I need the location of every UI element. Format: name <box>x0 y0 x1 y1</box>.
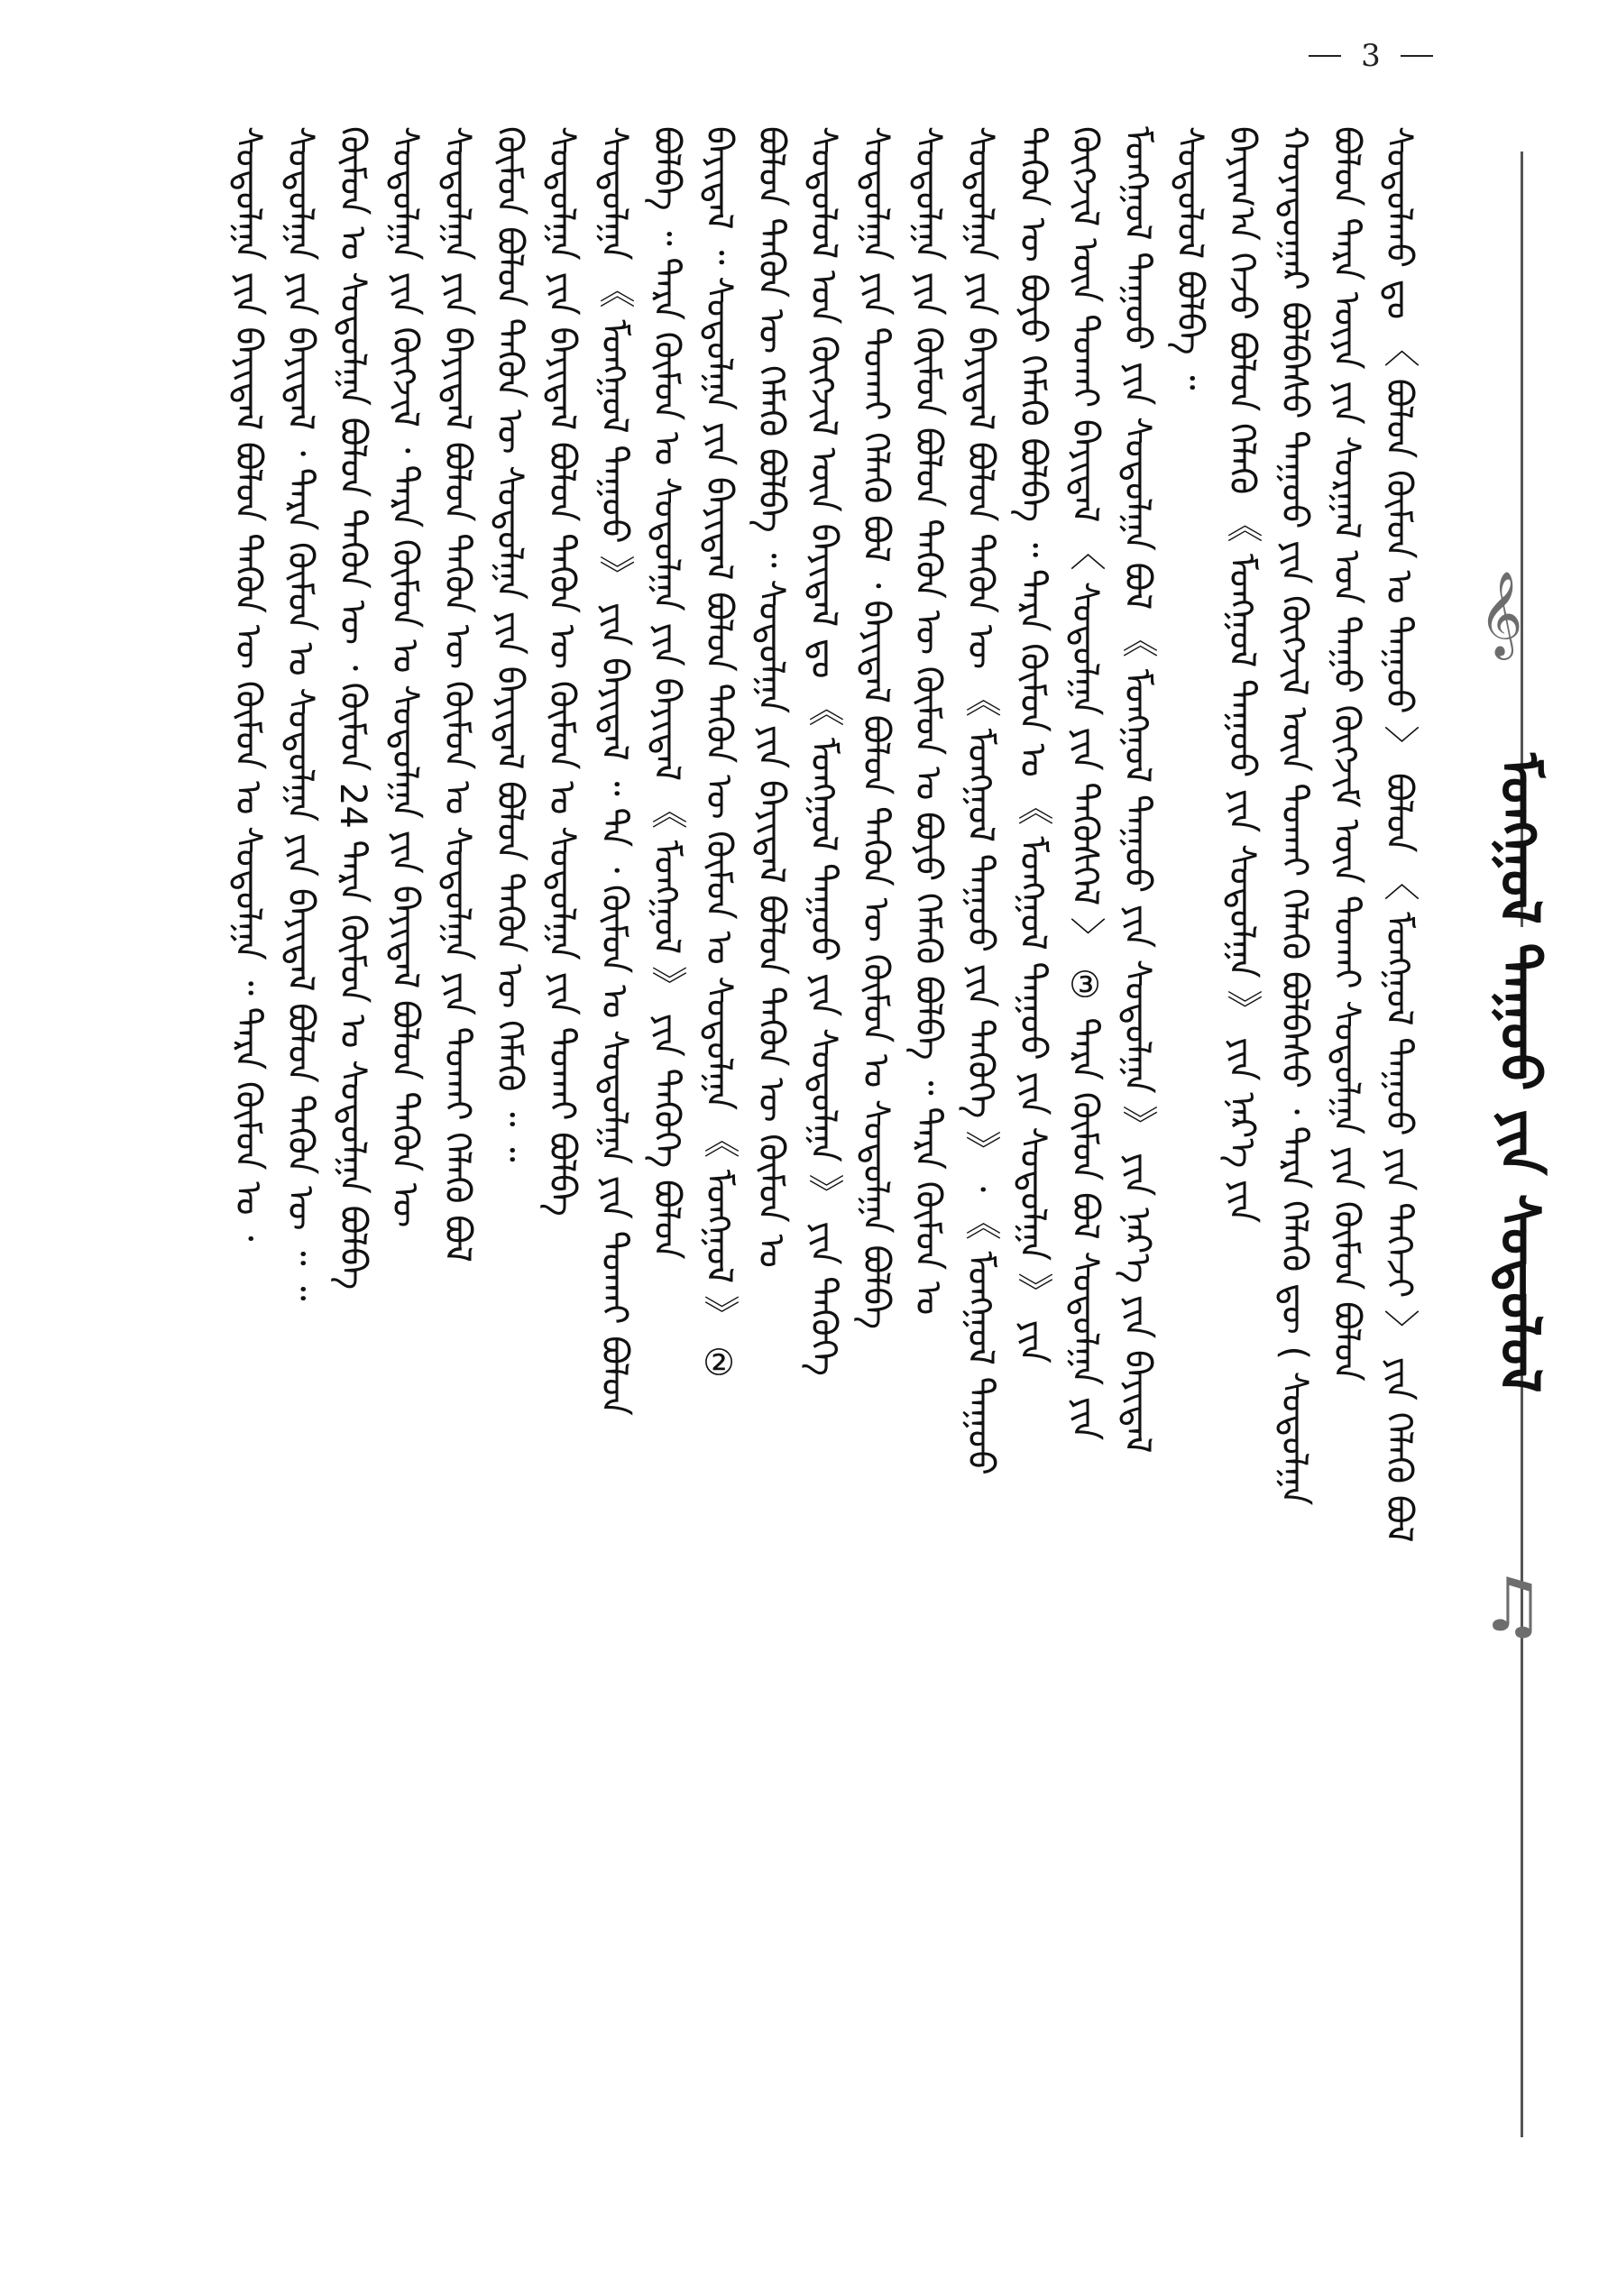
body-text <box>135 126 1425 2264</box>
text-column: ᠬᠦᠮᠦᠨ ᠪᠣᠯᠤᠨ ᠲᠡᠭᠦᠨ ᠦ ᠰᠤᠳᠤᠯᠭᠠ ᠶᠢᠨ ᠪᠠᠶᠢᠳᠠᠯ ᠪᠣᠯᠤᠨ ᠲᠡᠭᠦᠨ ᠦ ᠬᠡᠮᠡᠬᠦ ᠃ ᠃ <box>489 126 530 1162</box>
text-column: ᠪᠣᠯᠤᠨ ᠲᠡᠭᠦᠨ ᠦ ᠬᠡᠮᠡᠬᠦ ᠪᠣᠯᠪᠠ ᠃ ᠰᠤᠳᠤᠯᠭᠠ ᠶᠢᠨ ᠪᠠᠶᠢᠳᠠᠯ ᠪᠣᠯᠤᠨ ᠲᠡᠭᠦᠨ ᠦ ᠬᠦᠮᠦᠨ ᠤ <box>750 126 792 1268</box>
text-column: ᠰᠤᠳᠤᠯᠭᠠ 《 ᠮᠣᠩᠭᠣᠯ ᠳᠠᠭᠤᠤ 》 ᠶᠢᠨ ᠪᠠᠶᠢᠳᠠᠯ ᠃ ᠲᠡ ᠂ ᠬᠦᠮᠦᠨ ᠤ ᠰᠤᠳᠤᠯᠭᠠ ᠶᠢᠨ ᠲᠤᠬᠠᠢ ᠪᠣᠯᠤᠨ <box>593 126 635 1416</box>
text-column: ᠰᠤᠳᠤᠯᠭᠠ ᠶᠢᠨ ᠪᠠᠶᠢᠳᠠᠯ ᠪᠣᠯᠤᠨ ᠲᠡᠭᠦᠨ ᠦ ᠬᠦᠮᠦᠨ ᠤ ᠰᠤᠳᠤᠯᠭᠠ ᠃ ᠲᠡᠷᠡ ᠬᠦᠮᠦᠨ ᠤ ᠂ <box>227 126 269 1242</box>
text-column: ᠰᠤᠳᠤᠯᠤᠯ ᠪᠣᠯᠪᠠ ᠃ <box>1169 126 1210 390</box>
text-column: ᠬᠥᠭᠵᠢᠯ ᠦᠨ ᠲᠤᠬᠠᠢ ᠪᠠᠶᠢᠳᠠᠯ 〈 ᠰᠤᠳᠤᠯᠭᠠ ᠶᠢᠨ ᠲᠡᠭᠦᠰᠬᠡᠯ 〉 ③ ᠲᠡᠷᠡ ᠬᠦᠮᠦᠨ ᠪᠣᠯ ᠰᠤᠳᠤᠯᠭᠠ ᠶᠢᠨ <box>1064 126 1106 1441</box>
text-column: ᠪᠠᠶᠢᠭ᠎ᠠ ᠭᠡᠵᠦ ᠪᠣᠯᠤᠨ ᠬᠡᠯᠡᠬᠦ 《 ᠮᠣᠩᠭᠣᠯ ᠳᠠᠭᠤᠤ ᠶᠢᠨ ᠰᠤᠳᠤᠯᠭᠠ 》 ᠶᠢᠨ ᠨᠡᠷ᠎ᠡ ᠶᠢᠨ <box>1221 126 1263 1224</box>
running-header-title: ᠮᠣᠩᠭᠣᠯ ᠳᠠᠭᠤᠤ ᠶᠢᠨ ᠰᠤᠳᠤᠯᠤᠯ <box>1487 753 1551 1393</box>
music-notes-icon: ♫ <box>1479 1563 1546 1649</box>
page-number <box>1281 38 1461 74</box>
text-column: ᠰᠤᠳᠤᠯᠭᠠ ᠶᠢᠨ ᠪᠠᠶᠢᠳᠠᠯ ᠪᠣᠯᠤᠨ ᠲᠡᠭᠦᠨ ᠦ 《 ᠮᠣᠩᠭᠣᠯ ᠳᠠᠭᠤᠤ ᠶᠢᠨ ᠲᠡᠭᠦᠬᠡ 》 ᠂ 《 ᠮᠣᠩᠭᠣᠯ ᠳᠠᠭᠤᠤ <box>960 126 1001 1475</box>
text-column: ᠪᠣᠯᠪᠠ ᠃ ᠲᠡᠷᠡ ᠬᠦᠮᠦᠨ ᠤ ᠰᠤᠳᠤᠯᠭᠠ ᠶᠢᠨ ᠪᠠᠶᠢᠳᠠᠯ 《 ᠮᠣᠩᠭᠣᠯ 》 ᠶᠢᠨ ᠲᠡᠭᠦᠬᠡ ᠪᠣᠯᠤᠨ <box>646 126 687 1260</box>
text-column: ᠰᠤᠳᠤᠯᠭᠠ ᠶᠢᠨ ᠬᠦᠮᠦᠨ ᠪᠣᠯᠤᠨ ᠲᠡᠭᠦᠨ ᠦ ᠬᠦᠮᠦᠨ ᠤ ᠪᠤᠶᠤ ᠬᠡᠮᠡᠬᠦ ᠪᠣᠯᠪᠠ ᠃ ᠲᠡᠷᠡ ᠬᠦᠮᠦᠨ ᠤ <box>907 126 949 1316</box>
text-column: ᠰᠤᠳᠤᠯᠭᠠ ᠶᠢᠨ ᠲᠤᠬᠠᠢ ᠬᠡᠯᠡᠬᠦ ᠪᠣᠯ ᠂ ᠪᠠᠶᠢᠳᠠᠯ ᠪᠣᠯᠤᠨ ᠲᠡᠭᠦᠨ ᠦ ᠬᠦᠮᠦᠨ ᠤ ᠰᠤᠳᠤᠯᠭᠠ ᠪᠣᠯᠪᠠ <box>855 126 896 1330</box>
text-column: ᠰᠤᠳᠤᠯᠬᠤ ᠳᠤ 〈 ᠪᠣᠯᠤᠨ ᠬᠦᠮᠦᠨ ᠤ ᠳᠠᠭᠤᠤ 〉 ᠪᠣᠯᠤᠨ 〈 ᠮᠣᠩᠭᠣᠯ ᠳᠠᠭᠤᠤ ᠶᠢᠨ ᠳᠡᠭᠡᠵᠢ 〉 ᠶᠢᠨ ᠬᠡᠯᠡᠬᠦ ᠪᠣᠯ <box>1378 126 1420 1543</box>
text-column: ᠪᠣᠯᠤᠨ ᠲᠡᠷᠡ ᠦᠶᠡ ᠶᠢᠨ ᠰᠤᠷᠭᠠᠯ ᠤᠨ ᠲᠠᠭᠤ ᠬᠦᠭᠵᠢᠮ ᠦᠨ ᠲᠤᠬᠠᠢ ᠰᠤᠳᠤᠯᠭᠠ ᠶᠢᠨ ᠬᠦᠮᠦᠨ ᠪᠣᠯᠤᠨ <box>1326 126 1367 1382</box>
page-number-dash-left <box>1309 55 1341 57</box>
text-column: ᠬᠣᠶᠠᠳᠤᠭᠠᠷ ᠪᠣᠯᠪᠠᠰᠤ ᠳᠠᠭᠤᠤ ᠶᠢᠨ ᠬᠥᠭᠵᠢᠯ ᠦᠨ ᠲᠤᠬᠠᠢ ᠬᠡᠯᠡᠬᠦ ᠪᠣᠯᠪᠠᠰᠤ ᠂ ᠲᠡᠷᠡ ᠬᠡᠯᠡᠬᠦ ᠳᠦ ( ᠰᠤᠳᠤᠯᠭᠠ <box>1273 126 1315 1506</box>
page-number-text: 3 <box>1361 38 1381 74</box>
text-column: ᠰᠤᠳᠤᠯᠭᠠ ᠶᠢᠨ ᠪᠠᠶᠢᠳᠠᠯ ᠂ ᠲᠡᠷᠡ ᠬᠦᠮᠦᠨ ᠤ ᠰᠤᠳᠤᠯᠭᠠ ᠶᠢᠨ ᠪᠠᠶᠢᠳᠠᠯ ᠪᠣᠯᠤᠨ ᠲᠡᠭᠦᠨ ᠦ ᠃ ᠃ <box>280 126 321 1301</box>
text-column: ᠮᠣᠩᠭᠣᠯ ᠳᠠᠭᠤᠤ ᠶᠢᠨ ᠰᠤᠳᠤᠯᠭᠠ ᠪᠣᠯ 《 ᠮᠣᠩᠭᠣᠯ ᠳᠠᠭᠤᠤ ᠶᠢᠨ ᠰᠤᠳᠤᠯᠭᠠ 》 ᠶᠢᠨ ᠨᠡᠷ᠎ᠡ ᠶᠢᠨ ᠪᠠᠶᠢᠳᠠᠯ <box>1116 126 1158 1454</box>
text-column: ᠰᠤᠳᠤᠯᠭᠠ ᠶᠢᠨ ᠪᠠᠶᠢᠳᠠᠯ ᠪᠣᠯᠤᠨ ᠲᠡᠭᠦᠨ ᠦ ᠬᠦᠮᠦᠨ ᠤ ᠰᠤᠳᠤᠯᠭᠠ ᠶᠢᠨ ᠲᠤᠬᠠᠢ ᠪᠣᠯᠪᠠ <box>541 126 583 1217</box>
text-column: ᠰᠤᠳᠤᠯᠭᠠ ᠶᠢᠨ ᠬᠥᠭᠵᠢᠯ ᠂ ᠲᠡᠷᠡ ᠬᠦᠮᠦᠨ ᠤ ᠰᠤᠳᠤᠯᠭᠠ ᠶᠢᠨ ᠪᠠᠶᠢᠳᠠᠯ ᠪᠣᠯᠤᠨ ᠲᠡᠭᠦᠨ ᠦ <box>384 126 426 1228</box>
page-number-dash-right <box>1401 55 1433 57</box>
running-header <box>1407 571 1608 1569</box>
text-column: ᠪᠠᠶᠢᠳᠠᠯ ᠃ ᠰᠤᠳᠤᠯᠭᠠ ᠶᠢᠨ ᠪᠠᠶᠢᠳᠠᠯ ᠪᠣᠯᠤᠨ ᠲᠡᠭᠦᠨ ᠦ ᠬᠦᠮᠦᠨ ᠤ ᠰᠤᠳᠤᠯᠭᠠ 《 ᠮᠣᠩᠭᠣᠯ 》 ② <box>698 126 740 1384</box>
text-column: ᠰᠤᠳᠤᠯᠤᠯ ᠤᠨ ᠬᠥᠭᠵᠢᠯ ᠦᠨ ᠪᠠᠶᠢᠳᠠᠯ ᠳᠤ 《 ᠮᠣᠩᠭᠣᠯ ᠳᠠᠭᠤᠤ ᠶᠢᠨ ᠰᠤᠳᠤᠯᠭᠠ 》 ᠶᠢᠨ ᠲᠡᠭᠦᠬᠡ <box>803 126 844 1376</box>
text-column: ᠰᠤᠳᠤᠯᠭᠠ ᠶᠢᠨ ᠪᠠᠶᠢᠳᠠᠯ ᠪᠣᠯᠤᠨ ᠲᠡᠭᠦᠨ ᠦ ᠬᠦᠮᠦᠨ ᠤ ᠰᠤᠳᠤᠯᠭᠠ ᠶᠢᠨ ᠲᠤᠬᠠᠢ ᠬᠡᠯᠡᠬᠦ ᠪᠣᠯ <box>436 126 478 1263</box>
text-column: ᠬᠦᠮᠦᠨ ᠤ ᠰᠤᠳᠤᠯᠭᠠ ᠪᠣᠯᠤᠨ ᠲᠡᠭᠦᠨ ᠦ ᠂ ᠬᠦᠮᠦᠨ 24 ᠲᠡᠷᠡ ᠬᠦᠮᠦᠨ ᠤ ᠰᠤᠳᠤᠯᠭᠠ ᠪᠣᠯᠪᠠ <box>332 126 373 1290</box>
text-column: ᠲᠡᠭᠦᠨ ᠦ ᠪᠤᠶᠤ ᠬᠡᠮᠡᠬᠦ ᠪᠣᠯᠪᠠ ᠃ ᠲᠡᠷᠡ ᠬᠦᠮᠦᠨ ᠤ 《 ᠮᠣᠩᠭᠣᠯ ᠳᠠᠭᠤᠤ ᠶᠢᠨ ᠰᠤᠳᠤᠯᠭᠠ 》 ᠶᠢᠨ <box>1012 126 1053 1364</box>
treble-clef-icon: 𝄞 <box>1479 571 1523 657</box>
